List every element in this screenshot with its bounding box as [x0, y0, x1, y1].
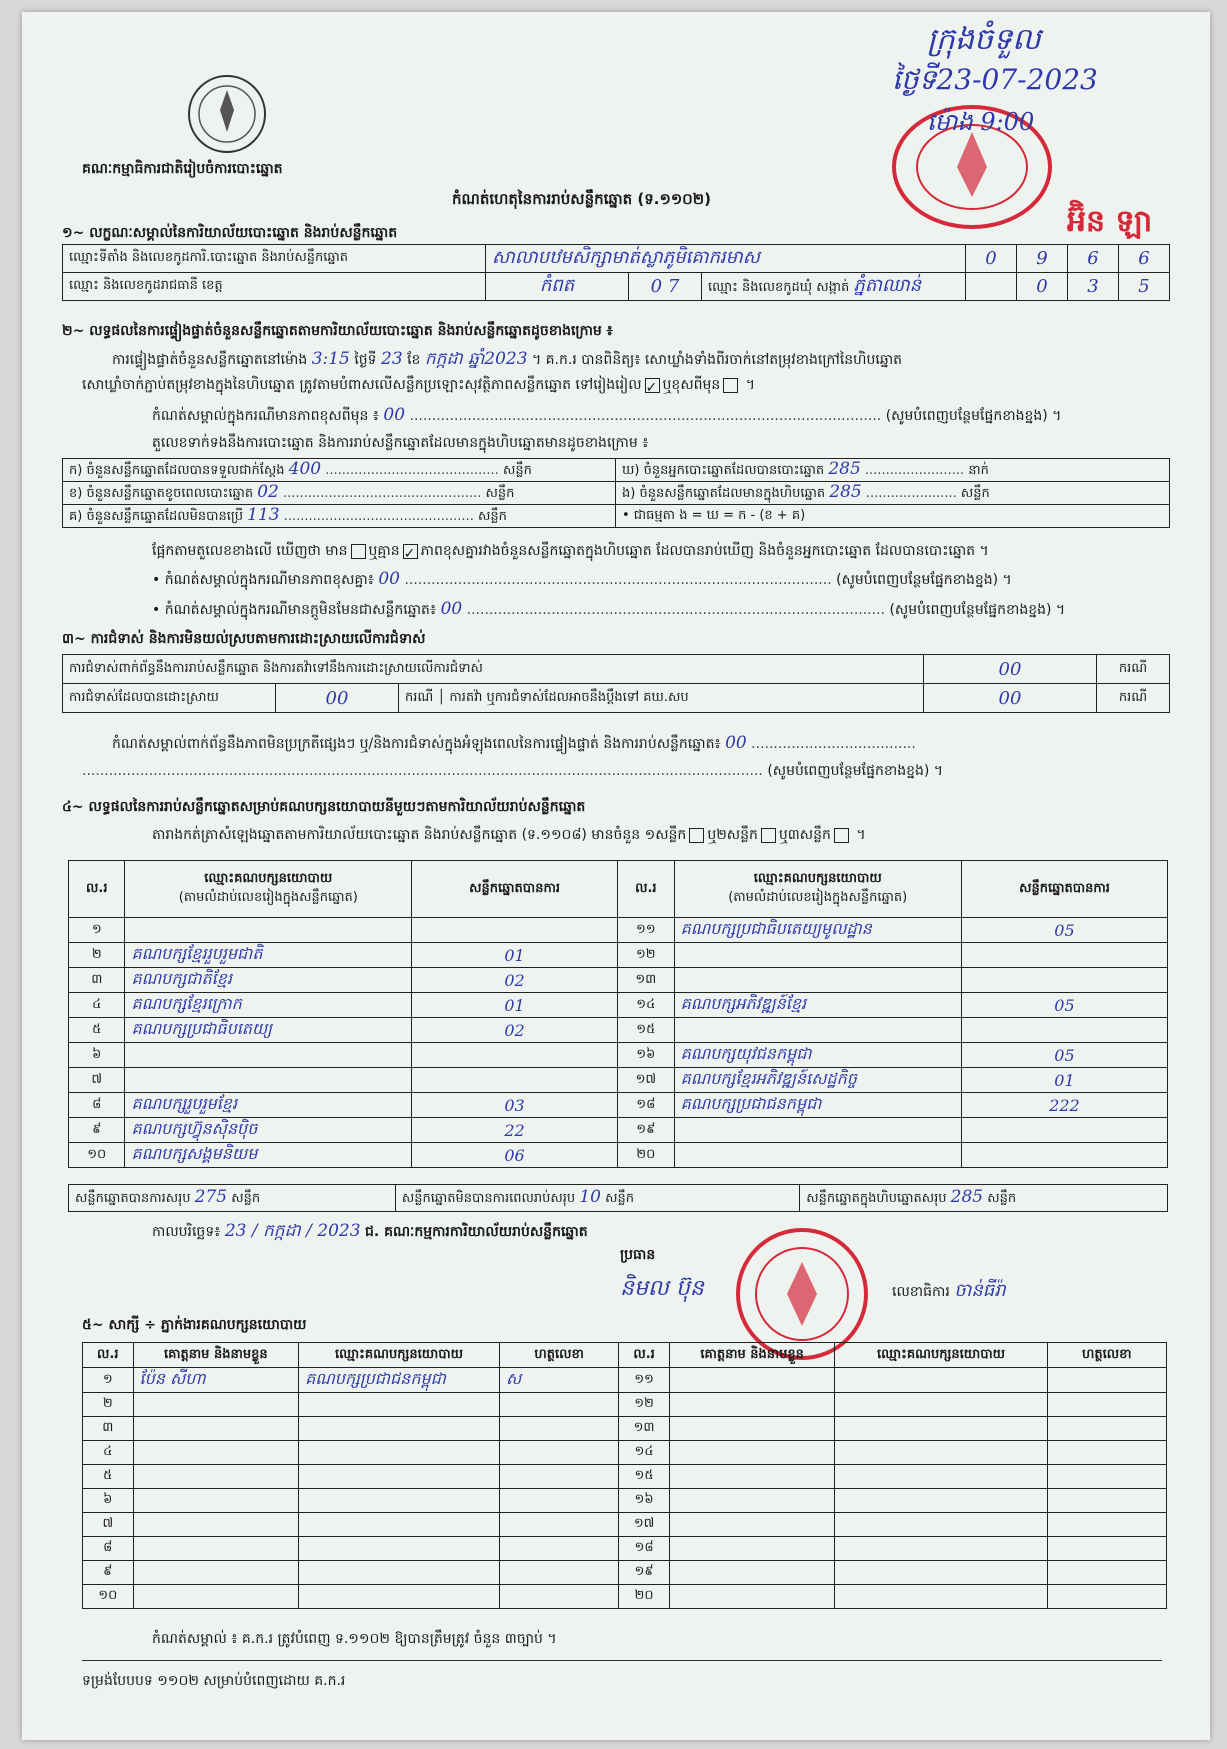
vote-count: [961, 1143, 1167, 1168]
witness-name: [133, 1513, 299, 1537]
vote-count: [412, 1043, 618, 1068]
witness-party: [299, 1417, 500, 1441]
chair-label: ប្រធាន: [620, 1247, 656, 1263]
count-row-e: ង) ចំនួនសន្លឹកឆ្នោតដែលមានក្នុងហិបឆ្នោត 285 ...................... សន្លឹក: [616, 482, 1170, 505]
irregularity-continuation: ......................................................................................................................................................... (សូមបំពេញបន្ថែមផ្នែកខាងខ្នង) ។: [82, 763, 944, 779]
witness-party: [299, 1393, 500, 1417]
table-row: [83, 1585, 1167, 1609]
witness-party: [835, 1561, 1047, 1585]
party-name: [674, 1118, 961, 1143]
row-number: ៦: [83, 1489, 134, 1513]
vote-count: 06: [412, 1143, 618, 1168]
table-row: [83, 1465, 1167, 1489]
row-number: ១៩: [619, 1561, 670, 1585]
secretary-line: លេខាធិការ ចាន់ធីរ៉ា: [892, 1280, 1006, 1301]
witness-party: [835, 1513, 1047, 1537]
row-number: ១២: [618, 943, 674, 968]
party-results-table: ល.រ ឈ្មោះគណបក្សនយោបាយ (តាមលំដាប់លេខរៀងក្នុងសន្លឹកឆ្នោត) សន្លឹកឆ្នោតបានការ ល.រ ឈ្មោះគណបក្សនយោបាយ (តាមលំដាប់លេខរៀងក្នុងសន្លឹកឆ្នោត) សន្លឹកឆ្នោតបានការ ១ ១១ គណបក្សប្រជាធិបតេយ្យមូលដ្ឋាន 05 ២ គណបក្សខ្មែររួបរួមជាតិ 01 ១២ ៣ គណបក្សជាតិខ្មែរ 02 ១៣ ៤ គណបក្សខ្មែរក្រោក 01 ១៤ គណបក្សអភិវឌ្ឍន៍ខ្មែរ 05 ៥ គណបក្សប្រជាធិបតេយ្យ 02 ១៥ ៦ ១៦ គណបក្សយុវជនកម្ពុជា 05 ៧ ១៧ គណបក្សខ្មែរអភិវឌ្ឍន៍សេដ្ឋកិច្ច 01 ៨ គណបក្សរួបរួមខ្មែរ 03 ១៨ គណបក្សប្រជាជនកម្ពុជា 222 ៩ គណបក្សហ៊្វុនស៊ិនប៉ិច 22 ១៩ ១០ គណបក្សសង្គមនិយម 06 ២០: [68, 860, 1168, 1168]
table-row: [83, 1417, 1167, 1441]
row-number: ៨: [83, 1537, 134, 1561]
section-4-heading: ៤~ លទ្ធផលនៃការរាប់សន្លឹកឆ្នោតសម្រាប់គណបក្សនយោបាយនីមួយៗតាមការិយាល័យរាប់សន្លឹកឆ្នោត: [62, 799, 586, 815]
witness-signature: [499, 1561, 618, 1585]
witness-party: [299, 1537, 500, 1561]
witness-party: គណបក្សប្រជាជនកម្ពុជា: [299, 1368, 500, 1393]
appeal-unit: ករណី: [1097, 684, 1170, 713]
witness-name: [133, 1489, 299, 1513]
table-row: [69, 1118, 1168, 1143]
vote-count: 22: [412, 1118, 618, 1143]
row-number: ៥: [69, 1018, 125, 1043]
party-name: គណបក្សជាតិខ្មែរ: [125, 968, 412, 993]
received-note: ក្រុងចំទួល: [927, 22, 1041, 57]
party-name: គណបក្សប្រជាធិបតេយ្យមូលដ្ឋាន: [674, 918, 961, 943]
party-name: [674, 1018, 961, 1043]
count-formula: • ជាធម្មតា ង = ឃ = ក - (ខ + គ): [616, 505, 1170, 528]
vote-count: [961, 943, 1167, 968]
count-row-b: ខ) ចំនួនសន្លឹកឆ្នោតខូចពេលបោះឆ្នោត 02 ................................................ សន្លឹក: [63, 482, 616, 505]
party-name: គណបក្សប្រជាជនកម្ពុជា: [674, 1093, 961, 1118]
witness-name: [133, 1417, 299, 1441]
witness-signature: [499, 1465, 618, 1489]
received-date: ថ្ងៃទី23-07-2023: [892, 63, 1098, 96]
vote-totals-table: [68, 1184, 1168, 1212]
row-number: ១៧: [618, 1068, 674, 1093]
row-number: ១: [83, 1368, 134, 1393]
party-name: គណបក្សខ្មែរអភិវឌ្ឍន៍សេដ្ឋកិច្ច: [674, 1068, 961, 1093]
has-checkbox[interactable]: [351, 544, 366, 559]
witness-name: [133, 1465, 299, 1489]
table-row: [69, 943, 1168, 968]
valid-total: សន្លឹកឆ្នោតបានការសរុប 275 សន្លឹក: [69, 1185, 396, 1212]
witness-name: [669, 1368, 835, 1393]
table-row: [83, 1393, 1167, 1417]
vote-count: 05: [961, 918, 1167, 943]
row-number: ៧: [83, 1513, 134, 1537]
witness-party: [299, 1441, 500, 1465]
party-name: គណបក្សហ៊្វុនស៊ិនប៉ិច: [125, 1118, 412, 1143]
witness-signature: [499, 1537, 618, 1561]
witness-name: [133, 1537, 299, 1561]
party-name: គណបក្សប្រជាធិបតេយ្យ: [125, 1018, 412, 1043]
witness-signature: [1047, 1465, 1166, 1489]
discrepancy-line: ផ្អែកតាមតួលេខខាងលើ ឃើញថា មាន ឬគ្មាន ✓ ភាពខុសគ្នារវាងចំនួនសន្លឹកឆ្នោតក្នុងហិបឆ្នោត ដែលបានរាប់ឃើញ និងចំនួនអ្នកបោះឆ្នោត ដែលបានបោះឆ្នោត ។: [152, 543, 989, 562]
table-row: [69, 1043, 1168, 1068]
two-copies-checkbox[interactable]: [761, 828, 776, 843]
witness-signature: [499, 1417, 618, 1441]
witness-party: [835, 1441, 1047, 1465]
witness-name: [669, 1393, 835, 1417]
vote-count: 01: [961, 1068, 1167, 1093]
witness-name: [669, 1465, 835, 1489]
seal-intact-checkbox[interactable]: ✓: [645, 378, 660, 393]
resolved-value: 00: [276, 684, 399, 713]
row-number: ១១: [618, 918, 674, 943]
witness-name: [133, 1441, 299, 1465]
party-name: [674, 968, 961, 993]
no-checkbox[interactable]: ✓: [403, 544, 418, 559]
table-row: [83, 1441, 1167, 1465]
row-number: ១០: [83, 1585, 134, 1609]
table-row: [69, 1093, 1168, 1118]
table-row: [83, 1513, 1167, 1537]
irregularity-note: កំណត់សម្គាល់ពាក់ព័ន្ធនឹងភាពមិនប្រក្រតីផ្សេងៗ ឬ/និងការជំទាស់ក្នុងអំឡុងពេលនៃការផ្ទៀងផ្ទាត់ និងការរាប់សន្លឹកឆ្នោត៖ 00 .....................................: [112, 733, 916, 753]
witness-signature: [1047, 1393, 1166, 1417]
witness-signature: [499, 1393, 618, 1417]
party-name: គណបក្សខ្មែររួបរួមជាតិ: [125, 943, 412, 968]
witness-signature: [1047, 1561, 1166, 1585]
witness-name: [669, 1513, 835, 1537]
row-number: ២: [69, 943, 125, 968]
vote-count: 05: [961, 1043, 1167, 1068]
province-value: កំពត: [486, 273, 629, 301]
verification-text-1: ការផ្ទៀងផ្ទាត់ចំនួនសន្លឹកឆ្នោតនៅម៉ោង 3:15 ថ្ងៃទី 23 ខែ កក្កដា ឆ្នាំ2023 ។ គ.ក.រ បានពិនិត្យ៖ សោឃ្លាំងទាំងពីរចាក់នៅតម្រុវខាងក្រៅនៃហិបឆ្នោត: [112, 349, 903, 369]
table-row: [83, 1537, 1167, 1561]
witness-signature: [1047, 1441, 1166, 1465]
table-row: [69, 968, 1168, 993]
commune-code-digit: 3: [1068, 273, 1119, 301]
province-label: ឈ្មោះ និងលេខកូដរាជធានី ខេត្ត: [63, 273, 486, 301]
party-name: គណបក្សអភិវឌ្ឍន៍ខ្មែរ: [674, 993, 961, 1018]
witness-party: [299, 1585, 500, 1609]
row-number: ១: [69, 918, 125, 943]
witness-table: ល.រ គោត្តនាម និងនាមខ្លួន ឈ្មោះគណបក្សនយោបាយ ហត្ថលេខា ល.រ គោត្តនាម និងនាមខ្លួន ឈ្មោះគណបក្សនយោបាយ ហត្ថលេខា ១ ប៉ែន សីហា គណបក្សប្រជាជនកម្ពុជា ស ១១ ២ ១២ ៣ ១៣ ៤ ១៤ ៥ ១៥ ៦ ១៦ ៧ ១៧ ៨ ១៨ ៩ ១៩ ១០ ២០: [82, 1342, 1167, 1609]
witness-name: [669, 1585, 835, 1609]
section-2-heading: ២~ លទ្ធផលនៃការផ្ទៀងផ្ទាត់ចំនួនសន្លឹកឆ្នោតតាមការិយាល័យបោះឆ្នោត និងរាប់សន្លឹកឆ្នោតដូចខាងក្រោម ៖: [62, 323, 613, 339]
row-number: ២០: [618, 1143, 674, 1168]
row-number: ៧: [69, 1068, 125, 1093]
count-row-d: ឃ) ចំនួនអ្នកបោះឆ្នោតដែលបានបោះឆ្នោត 285 ........................ នាក់: [616, 459, 1170, 482]
vote-count: [412, 1068, 618, 1093]
table-row: [69, 1068, 1168, 1093]
row-number: ៣: [69, 968, 125, 993]
witness-signature: [1047, 1417, 1166, 1441]
vote-count: 01: [412, 993, 618, 1018]
invalid-note: • កំណត់សម្គាល់ក្នុងករណីមានក្តូមិនមែនជាសន្លឹកឆ្នោត៖ 00 .............................................................................................. (សូមបំពេញបន្ថែមផ្នែកខាងខ្នង) ។: [152, 599, 1066, 619]
complaints-unit: ករណី: [1097, 655, 1170, 684]
section-3-heading: ៣~ ការជំទាស់ និងការមិនយល់ស្របតាមការដោះស្រាយលើការជំទាស់: [62, 631, 426, 647]
witness-party: [835, 1585, 1047, 1609]
party-name: [125, 918, 412, 943]
witness-signature: [1047, 1585, 1166, 1609]
chair-signature: និមល ប៊ុន: [620, 1276, 704, 1301]
witness-name: [669, 1489, 835, 1513]
station-name-label: ឈ្មោះទីតាំង និងលេខកូដការិ.បោះឆ្នោត និងរាប់សន្លឹកឆ្នោត: [63, 245, 486, 273]
witness-name: [669, 1561, 835, 1585]
witness-signature: [499, 1489, 618, 1513]
party-name: [674, 943, 961, 968]
row-number: ១៦: [619, 1489, 670, 1513]
witness-party: [835, 1465, 1047, 1489]
vote-count: 02: [412, 968, 618, 993]
date-line: កាលបរិច្ឆេទ៖ 23 / កក្កដា / 2023 ជ. គណៈកម្មការការិយាល័យរាប់សន្លឹកឆ្នោត: [152, 1221, 588, 1241]
witness-party: [835, 1393, 1047, 1417]
witness-party: [299, 1489, 500, 1513]
station-code-digit: 0: [966, 245, 1017, 273]
vote-count: 05: [961, 993, 1167, 1018]
issuer-name: គណៈកម្មាធិការជាតិរៀបចំការបោះឆ្នោត: [82, 161, 283, 177]
row-number: ១០: [69, 1143, 125, 1168]
party-name: គណបក្សរួបរួមខ្មែរ: [125, 1093, 412, 1118]
form-title: កំណត់ហេតុនៃការរាប់សន្លឹកឆ្នោត (ទ.១១០២): [452, 190, 712, 208]
row-number: ១១: [619, 1368, 670, 1393]
vote-count: [412, 918, 618, 943]
vote-count: [961, 1018, 1167, 1043]
complaints-table: [62, 654, 1170, 713]
row-number: ១៣: [619, 1417, 670, 1441]
party-name: [674, 1143, 961, 1168]
footer-note: កំណត់សម្គាល់ ៖ គ.ក.រ ត្រូវបំពេញ ទ.១១០២ ឱ្យបានត្រឹមត្រូវ ចំនួន ៣ច្បាប់ ។: [152, 1631, 557, 1647]
vote-count: [961, 968, 1167, 993]
row-number: ២: [83, 1393, 134, 1417]
station-code-digit: 6: [1068, 245, 1119, 273]
row-number: ១៣: [618, 968, 674, 993]
vote-count: 03: [412, 1093, 618, 1118]
row-number: ៩: [69, 1118, 125, 1143]
witness-name: [669, 1441, 835, 1465]
party-name: គណបក្សយុវជនកម្ពុជា: [674, 1043, 961, 1068]
row-number: ៤: [69, 993, 125, 1018]
section-1-heading: ១~ លក្ខណៈសម្គាល់នៃការិយាល័យបោះឆ្នោត និងរាប់សន្លឹកឆ្នោត: [62, 225, 398, 241]
ballot-counts-table: [62, 458, 1170, 528]
row-number: ១៨: [618, 1093, 674, 1118]
receiver-name: អ៊ិន ឡា: [1067, 204, 1153, 239]
commune-code-digit: 5: [1119, 273, 1170, 301]
party-name: [125, 1068, 412, 1093]
witness-name: [669, 1537, 835, 1561]
count-row-c: គ) ចំនួនសន្លឹកឆ្នោតដែលមិនបានប្រើ 113 .............................................. សន្លឹក: [63, 505, 616, 528]
row-number: ២០: [619, 1585, 670, 1609]
row-number: ១៥: [619, 1465, 670, 1489]
vote-count: 02: [412, 1018, 618, 1043]
witness-signature: [1047, 1368, 1166, 1393]
station-info-table: [62, 244, 1170, 301]
invalid-total: សន្លឹកឆ្នោតមិនបានការពេលរាប់សរុប 10 សន្លឹក: [395, 1185, 799, 1212]
station-code-digit: 6: [1119, 245, 1170, 273]
table-row: [69, 993, 1168, 1018]
appeal-label: ករណី │ ការតវ៉ា ឬការជំទាស់ដែលអាចនឹងប្តឹងទៅ គឃ.សប: [399, 684, 924, 713]
ballot-count-form-sheet: [22, 12, 1210, 1740]
appeal-value: 00: [924, 684, 1097, 713]
row-number: ១៤: [618, 993, 674, 1018]
table-row: [83, 1368, 1167, 1393]
witness-signature: ស: [499, 1368, 618, 1393]
row-number: ១៤: [619, 1441, 670, 1465]
station-name-value: សាលាបឋមសិក្សាមាត់ស្លាភូមិគោករមាស: [486, 245, 966, 273]
nec-emblem-icon: [182, 72, 272, 157]
witness-name: [133, 1561, 299, 1585]
received-time: ម៉ោង 9:00: [927, 108, 1035, 136]
row-number: ៦: [69, 1043, 125, 1068]
resolved-label: ការជំទាស់ដែលបានដោះស្រាយ: [63, 684, 276, 713]
row-number: ១៥: [618, 1018, 674, 1043]
witness-signature: [499, 1441, 618, 1465]
row-number: ៣: [83, 1417, 134, 1441]
witness-signature: [499, 1585, 618, 1609]
witness-signature: [1047, 1489, 1166, 1513]
footer-form-id: ទម្រង់បែបបទ ១១០២ សម្រាប់បំពេញដោយ គ.ក.រ: [82, 1673, 346, 1689]
witness-party: [299, 1513, 500, 1537]
table-row: [83, 1489, 1167, 1513]
witness-party: [835, 1489, 1047, 1513]
verification-text-2: សោឃ្លាំចាក់ភ្ជាប់តម្រុវខាងក្នុងនៃហិបឆ្នោត ត្រូវតាមបំពាសលើសន្លឹកប្រឡោះសុវត្ថិភាពសន្លឹកឆ្នោត ទៅរៀងរៀល ✓ ឬខុសពីមុន ។: [82, 377, 755, 396]
three-copies-checkbox[interactable]: [834, 828, 849, 843]
witness-name: [133, 1585, 299, 1609]
row-number: ៤: [83, 1441, 134, 1465]
vote-count: [961, 1118, 1167, 1143]
witness-party: [835, 1537, 1047, 1561]
one-copy-checkbox[interactable]: [689, 828, 704, 843]
commune-label: ឈ្មោះ និងលេខកូដឃុំ សង្កាត់ ភ្នំតាឈាន់: [702, 273, 966, 301]
witness-signature: [499, 1513, 618, 1537]
witness-signature: [1047, 1513, 1166, 1537]
witness-party: [835, 1368, 1047, 1393]
party-name: គណបក្សសង្គមនិយម: [125, 1143, 412, 1168]
station-code-digit: 9: [1017, 245, 1068, 273]
complaints-value: 00: [924, 655, 1097, 684]
table-row: [69, 1018, 1168, 1043]
party-name: [125, 1043, 412, 1068]
vote-count: 01: [412, 943, 618, 968]
box-total: សន្លឹកឆ្នោតក្នុងហិបឆ្នោតសរុប 285 សន្លឹក: [800, 1185, 1168, 1212]
row-number: ១៩: [618, 1118, 674, 1143]
witness-party: [299, 1465, 500, 1489]
witness-name: [669, 1417, 835, 1441]
table-row: [69, 1143, 1168, 1168]
row-number: ៨: [69, 1093, 125, 1118]
row-number: ១២: [619, 1393, 670, 1417]
witness-name: ប៉ែន សីហា: [133, 1368, 299, 1393]
row-number: ៥: [83, 1465, 134, 1489]
row-number: ៩: [83, 1561, 134, 1585]
difference-note: • កំណត់សម្គាល់ក្នុងករណីមានភាពខុសគ្នា៖ 00 ................................................................................................ (សូមបំពេញបន្ថែមផ្នែកខាងខ្នង) ។: [152, 569, 1012, 589]
table-row: [83, 1561, 1167, 1585]
tally-sheet-line: តារាងកត់ត្រាសំឡេងឆ្នោតតាមការិយាល័យបោះឆ្នោត និងរាប់សន្លឹកឆ្នោត (ទ.១១០៨) មានចំនួន ១សន្លឹក ឬ២សន្លឹក ឬ៣សន្លឹក ។: [152, 827, 866, 843]
row-number: ១៦: [618, 1043, 674, 1068]
witness-party: [299, 1561, 500, 1585]
party-name: គណបក្សខ្មែរក្រោក: [125, 993, 412, 1018]
table-row: [69, 918, 1168, 943]
seal-broken-checkbox[interactable]: [723, 378, 738, 393]
vote-count: 222: [961, 1093, 1167, 1118]
witness-party: [835, 1417, 1047, 1441]
witness-signature: [1047, 1537, 1166, 1561]
witness-name: [133, 1393, 299, 1417]
province-code: 0 7: [629, 273, 702, 301]
complaints-label: ការជំទាស់ពាក់ព័ន្ធនឹងការរាប់សន្លឹកឆ្នោត និងការតវ៉ាទៅនឹងការដោះស្រាយលើការជំទាស់: [63, 655, 924, 684]
footer-divider: [82, 1660, 1162, 1661]
row-number: ១៨: [619, 1537, 670, 1561]
row-number: ១៧: [619, 1513, 670, 1537]
commune-code-digit: 0: [1017, 273, 1068, 301]
seal-note-line: កំណត់សម្គាល់ក្នុងករណីមានភាពខុសពីមុន ៖ 00 .......................................................................................................... (សូមបំពេញបន្ថែមផ្នែកខាងខ្នង) ។: [152, 405, 1062, 425]
section-5-heading: ៥~ សាក្សី ÷ ភ្នាក់ងារគណបក្សនយោបាយ: [82, 1317, 307, 1333]
count-row-a: ក) ចំនួនសន្លឹកឆ្នោតដែលបានទទួលជាក់ស្តែង 400 .......................................... សន្លឹក: [63, 459, 616, 482]
counts-intro: តួលេខទាក់ទងនឹងការបោះឆ្នោត និងការរាប់សន្លឹកឆ្នោតដែលមានក្នុងហិបឆ្នោតមានដូចខាងក្រោម ៖: [152, 435, 649, 451]
